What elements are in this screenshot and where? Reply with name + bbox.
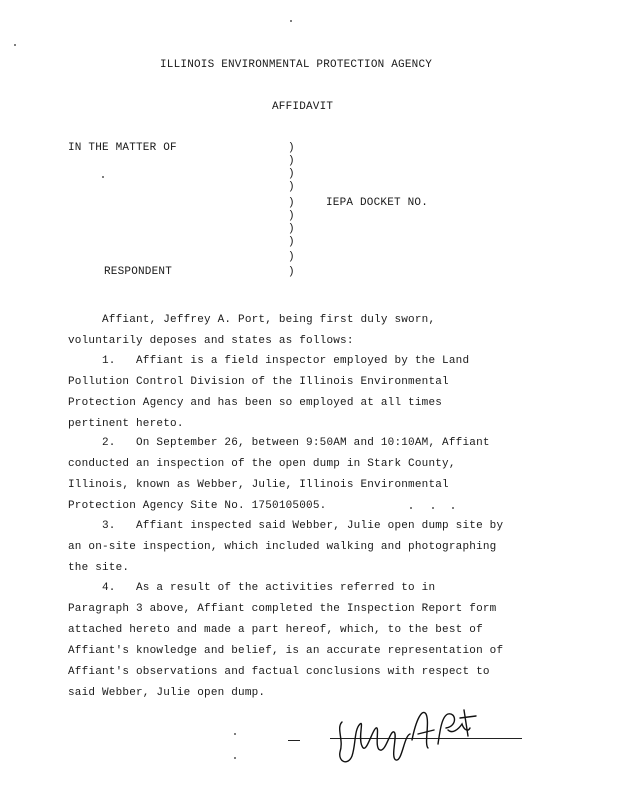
body-line: Protection Agency Site No. 1750105005. — [68, 500, 327, 512]
paren: ) — [288, 210, 295, 222]
paren: ) — [288, 155, 295, 167]
scan-speck — [432, 507, 434, 509]
body-line: 4. As a result of the activities referred to in — [68, 582, 436, 594]
scan-speck — [14, 44, 16, 46]
paren: ) — [288, 223, 295, 235]
paren: ) — [288, 168, 295, 180]
body-line: 3. Affiant inspected said Webber, Julie open dump site by — [68, 520, 504, 532]
handwritten-signature — [330, 700, 480, 770]
body-line: an on-site inspection, which included walking and photographing — [68, 541, 497, 553]
body-line: Protection Agency and has been so employed at all times — [68, 397, 443, 409]
body-line: 2. On September 26, between 9:50AM and 10:10AM, Affiant — [68, 437, 490, 449]
paren: ) — [288, 251, 295, 263]
scan-speck — [102, 176, 104, 178]
paren: ) — [288, 181, 295, 193]
body-line: Illinois, known as Webber, Julie, Illinois Environmental — [68, 479, 449, 491]
scan-speck — [452, 507, 454, 509]
body-line: Affiant's observations and factual conclusions with respect to — [68, 666, 490, 678]
scan-speck — [410, 507, 412, 509]
body-line: Pollution Control Division of the Illinois Environmental — [68, 376, 449, 388]
docket-label: IEPA DOCKET NO. — [326, 197, 429, 209]
body-line: voluntarily deposes and states as follows: — [68, 335, 354, 347]
body-line: pertinent hereto. — [68, 418, 184, 430]
respondent-label: RESPONDENT — [104, 266, 173, 278]
matter-label: IN THE MATTER OF — [68, 142, 177, 154]
paren: ) — [288, 197, 295, 209]
scan-speck — [234, 757, 236, 759]
body-line: the site. — [68, 562, 130, 574]
paren: ) — [288, 266, 295, 278]
scan-speck — [234, 733, 236, 735]
body-line: Affiant, Jeffrey A. Port, being first duly sworn, — [68, 314, 436, 326]
scan-speck — [290, 20, 292, 22]
paren: ) — [288, 142, 295, 154]
body-line: said Webber, Julie open dump. — [68, 687, 266, 699]
body-line: Paragraph 3 above, Affiant completed the Inspection Report form — [68, 603, 497, 615]
body-line: attached hereto and made a part hereof, which, to the best of — [68, 624, 483, 636]
body-line: 1. Affiant is a field inspector employed by the Land — [68, 355, 470, 367]
body-line: conducted an inspection of the open dump in Stark County, — [68, 458, 456, 470]
signature-dash — [288, 740, 300, 741]
body-line: Affiant's knowledge and belief, is an accurate representation of — [68, 645, 504, 657]
paren: ) — [288, 236, 295, 248]
document-title: AFFIDAVIT — [272, 101, 334, 113]
agency-name: ILLINOIS ENVIRONMENTAL PROTECTION AGENCY — [160, 59, 433, 71]
